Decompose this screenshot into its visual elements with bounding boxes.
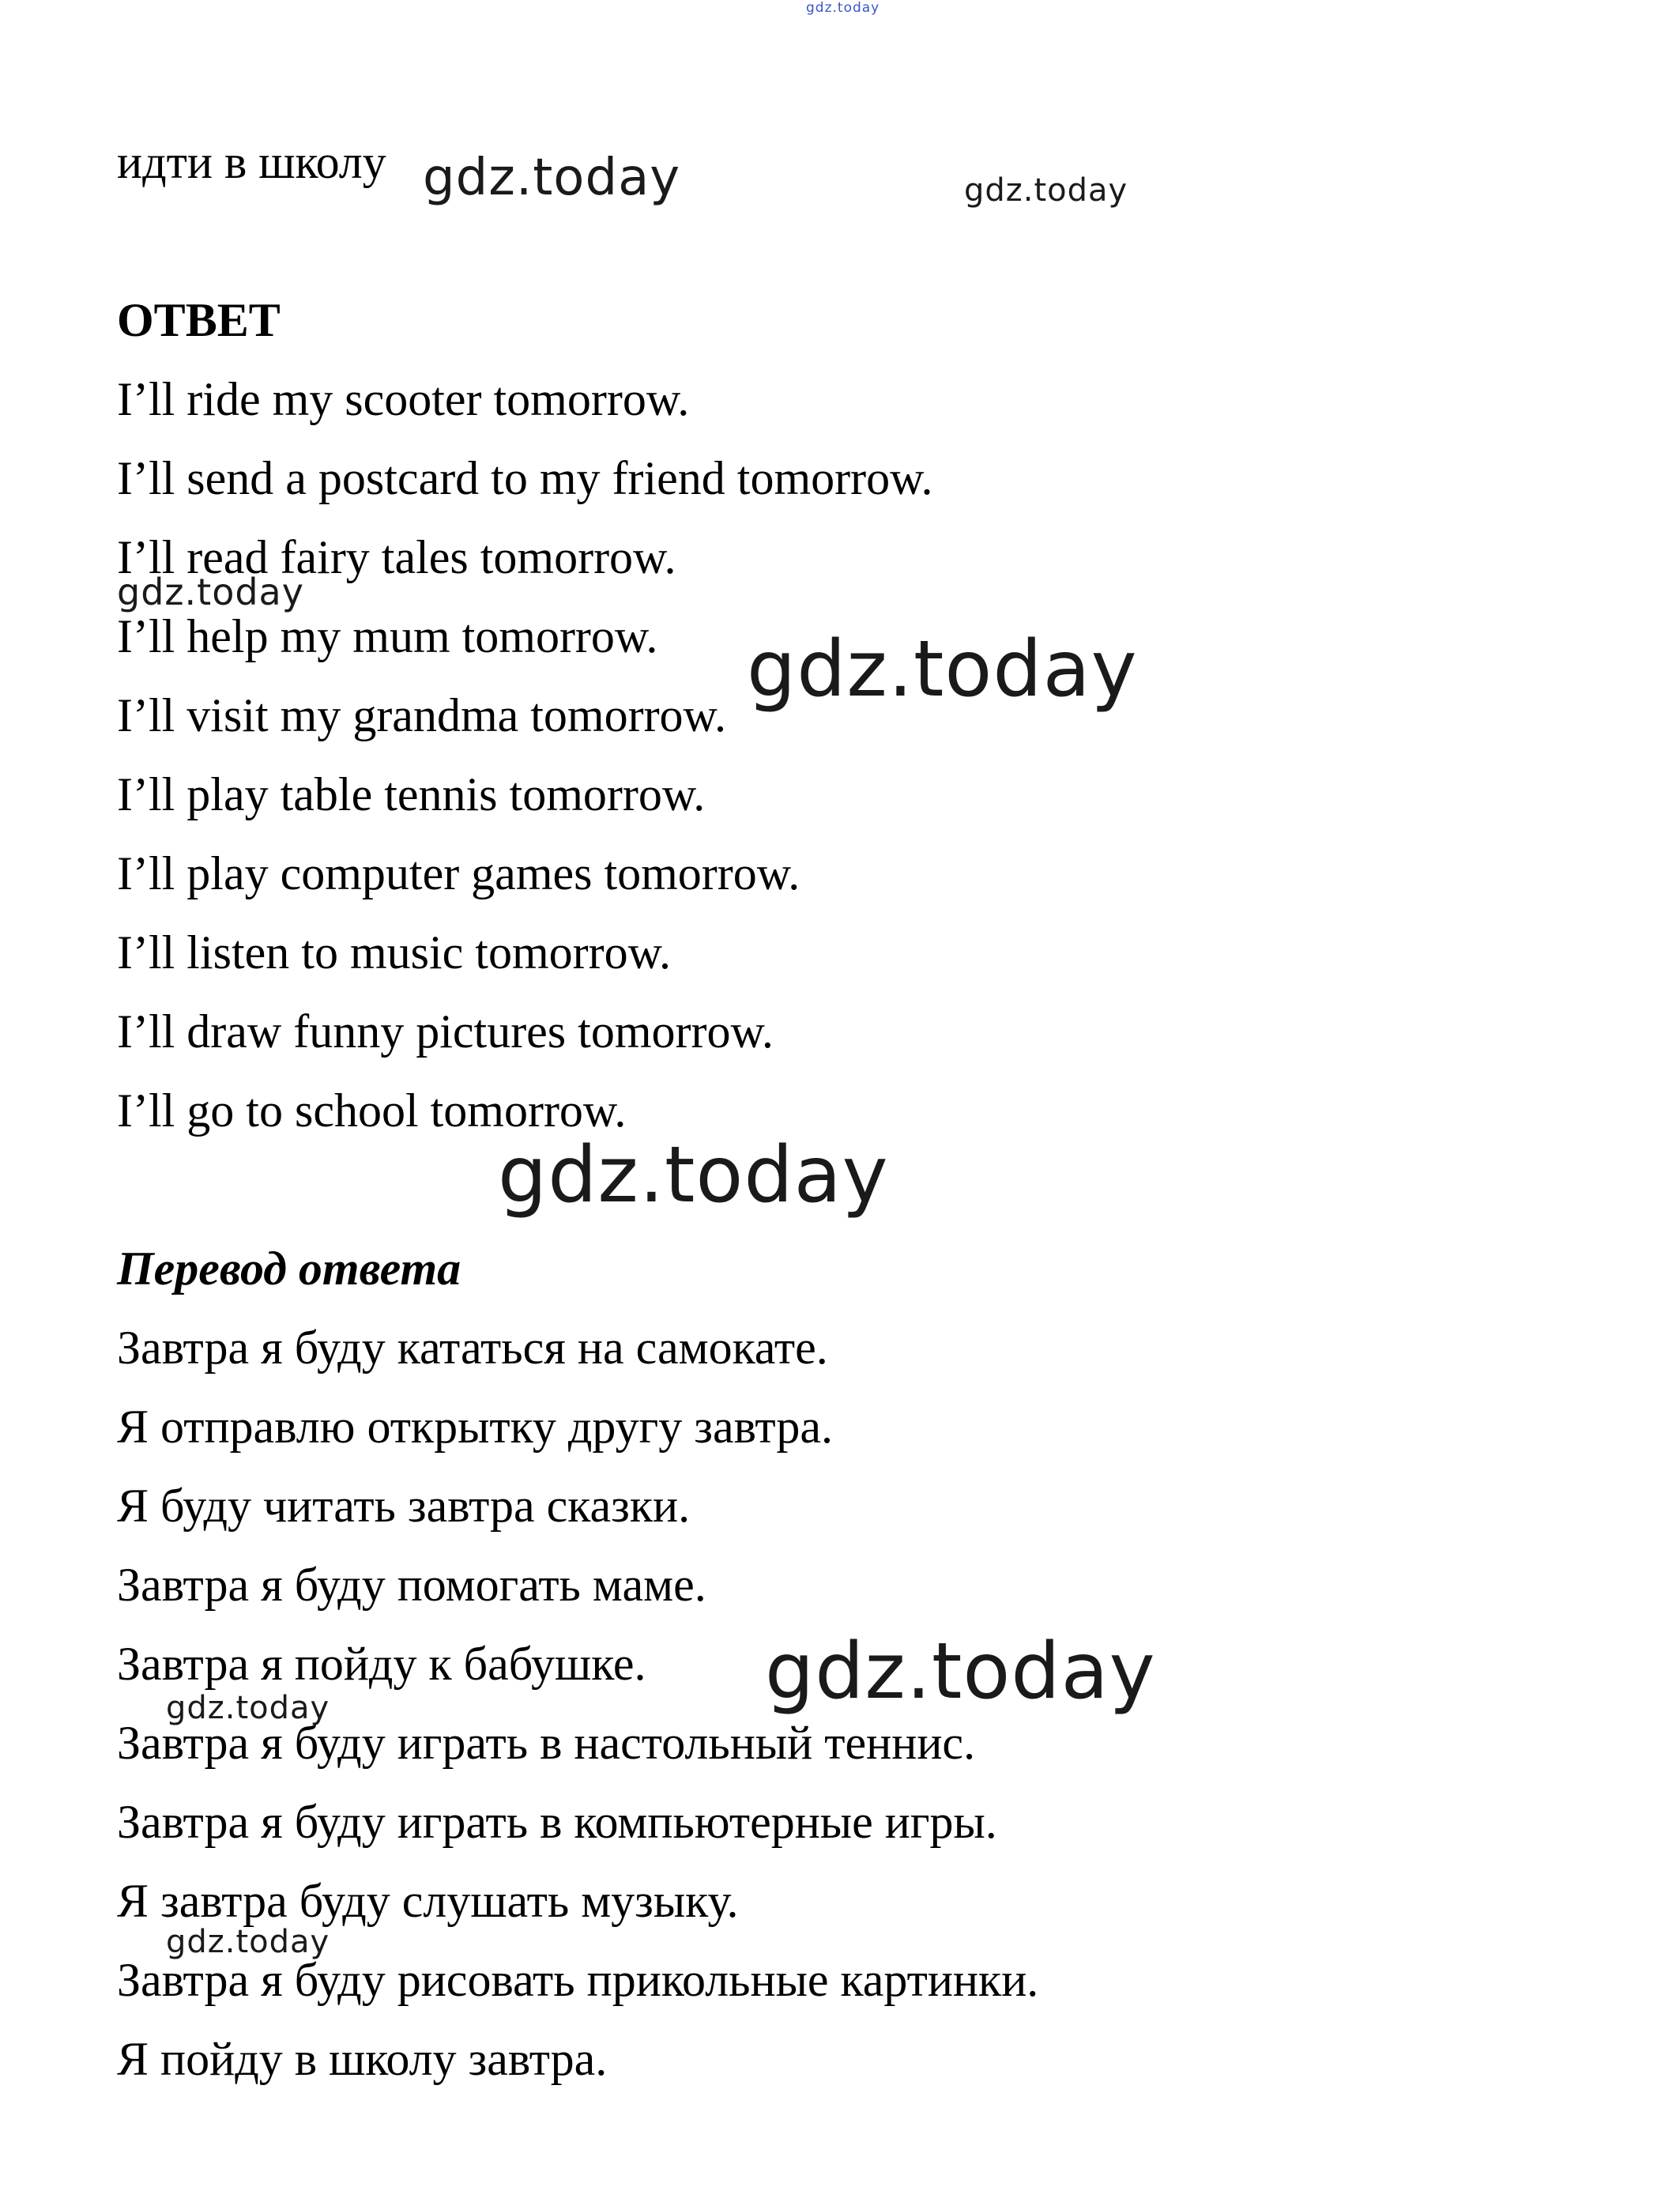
answer-line: I’ll play table tennis tomorrow.: [117, 768, 706, 820]
answer-line: I’ll help my mum tomorrow.: [117, 610, 658, 662]
watermark: gdz.today: [765, 1627, 1156, 1717]
answer-line: I’ll go to school tomorrow.: [117, 1084, 627, 1137]
watermark: gdz.today: [117, 571, 304, 613]
translation-line: Завтра я буду кататься на самокате.: [117, 1322, 828, 1374]
watermark-top: gdz.today: [806, 0, 880, 16]
watermark: gdz.today: [166, 1924, 330, 1960]
watermark: gdz.today: [964, 172, 1128, 209]
watermark: gdz.today: [498, 1130, 889, 1220]
answer-line: I’ll ride my scooter tomorrow.: [117, 373, 690, 425]
watermark: gdz.today: [747, 624, 1138, 715]
translation-line: Я пойду в школу завтра.: [117, 2033, 608, 2085]
answer-line: I’ll visit my grandma tomorrow.: [117, 689, 726, 741]
translation-line: Я завтра буду слушать музыку.: [117, 1875, 739, 1927]
answer-line: I’ll read fairy tales tomorrow.: [117, 531, 676, 583]
intro-line: идти в школу: [117, 136, 386, 188]
translation-line: Завтра я буду играть в компьютерные игры.: [117, 1796, 997, 1848]
translation-line: Я буду читать завтра сказки.: [117, 1480, 691, 1532]
answer-line: I’ll listen to music tomorrow.: [117, 926, 672, 979]
translation-line: Я отправлю открытку другу завтра.: [117, 1401, 834, 1453]
translation-line: Завтра я пойду к бабушке.: [117, 1638, 646, 1690]
answer-line: I’ll send a postcard to my friend tomorrow.: [117, 452, 933, 504]
watermark: gdz.today: [423, 149, 681, 207]
answer-heading: ОТВЕТ: [117, 294, 281, 346]
translation-line: Завтра я буду рисовать прикольные картинки.: [117, 1954, 1039, 2006]
answer-line: I’ll draw funny pictures tomorrow.: [117, 1005, 774, 1058]
watermark: gdz.today: [166, 1690, 330, 1726]
translation-line: Завтра я буду играть в настольный теннис.: [117, 1717, 976, 1769]
translation-heading: Перевод ответа: [117, 1243, 461, 1295]
answer-line: I’ll play computer games tomorrow.: [117, 847, 800, 899]
translation-line: Завтра я буду помогать маме.: [117, 1559, 706, 1611]
